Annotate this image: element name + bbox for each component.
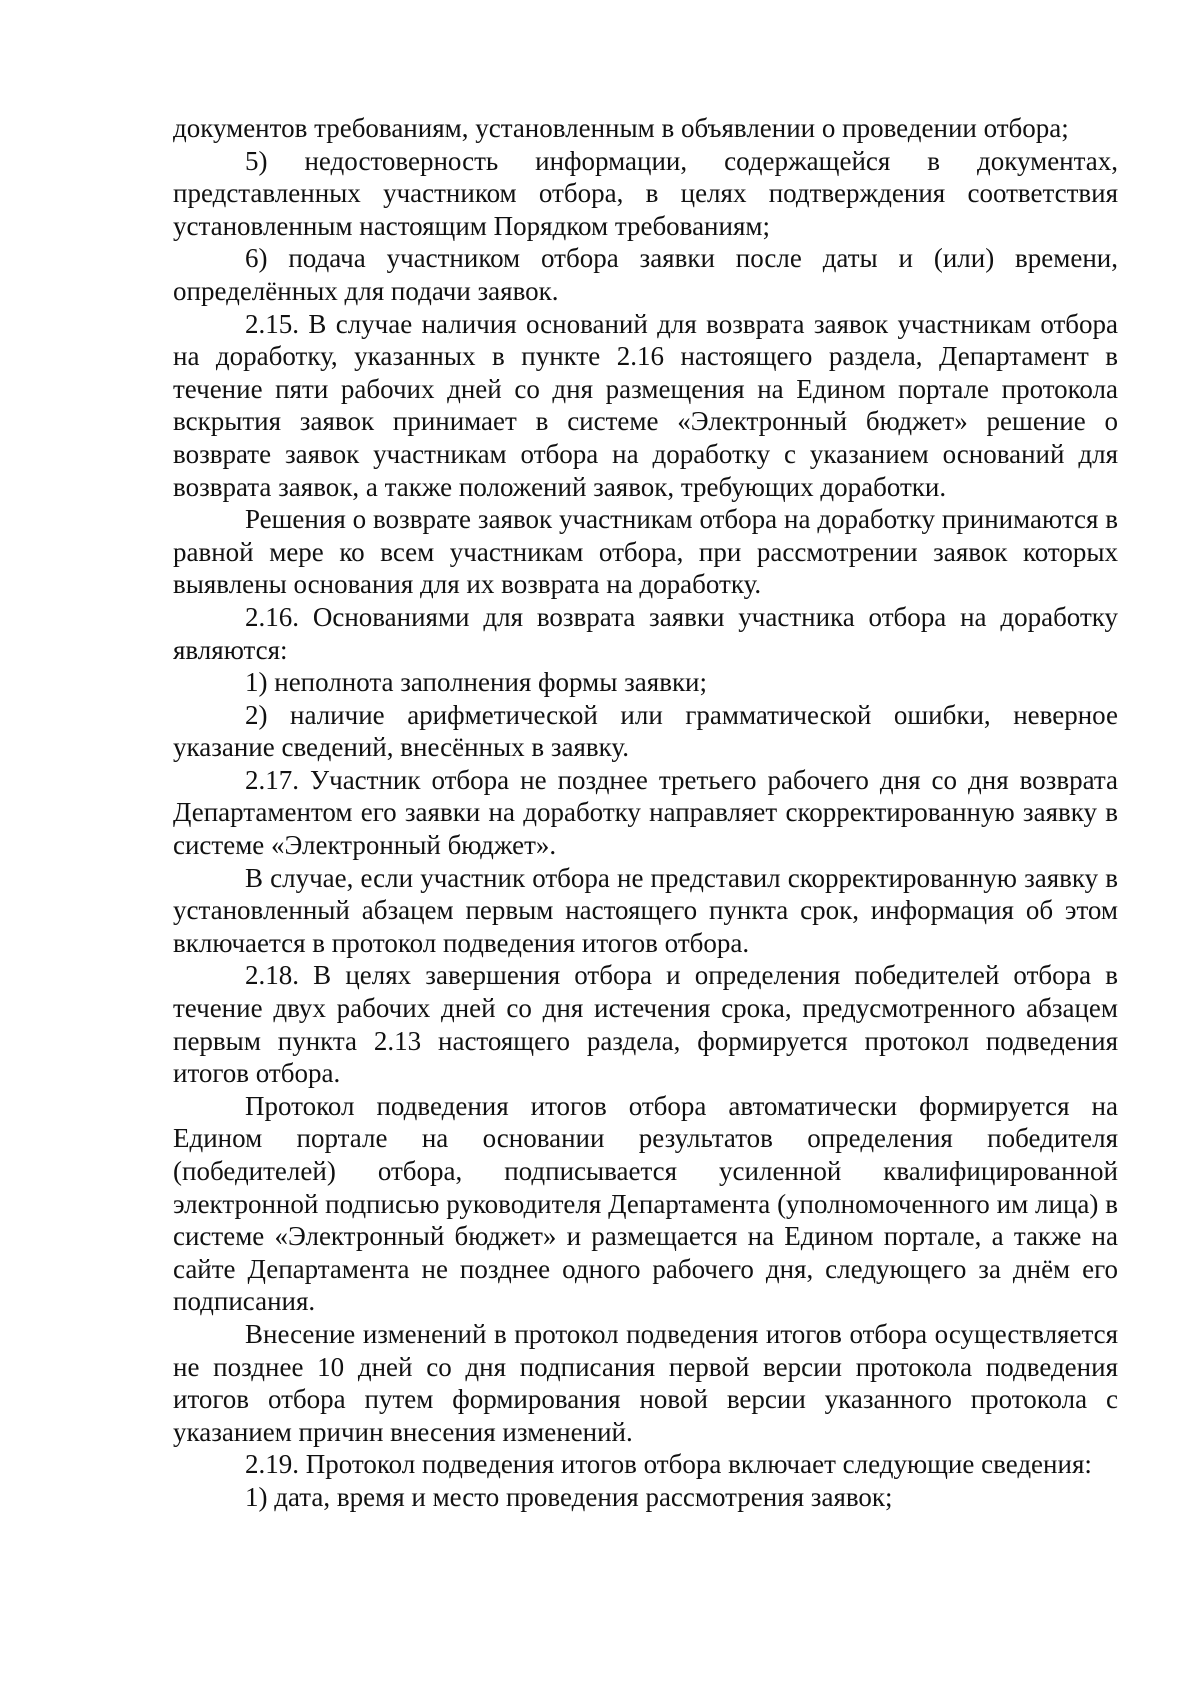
paragraph-item-6: 6) подача участником отбора заявки после даты и (или) времени, определённых для подачи заявок. [173, 243, 1118, 306]
paragraph-2-18-protocol: Протокол подведения итогов отбора автоматически формируется на Едином портале на основании результатов определения победителя (победителей) отбора, подписывается усиленной квалифицированной электронной подписью руководителя Департамента (уполномоченного им лица) в системе «Электронный бюджет» и размещается на Едином портале, а также на сайте Департамента не позднее одного рабочего дня, следующего за днём его подписания. [173, 1090, 1118, 1317]
paragraph-2-15-decisions: Решения о возврате заявок участникам отбора на доработку принимаются в равной мере ко всем участникам отбора, при рассмотрении заявок которых выявлены основания для их возврата на доработку. [173, 504, 1118, 600]
paragraph-2-18-changes: Внесение изменений в протокол подведения итогов отбора осуществляется не позднее 10 дней со дня подписания первой версии протокола подведения итогов отбора путем формирования новой версии указанного протокола с указанием причин внесения изменений. [173, 1318, 1118, 1447]
paragraph-2-17-case: В случае, если участник отбора не представил скорректированную заявку в установленный абзацем первым настоящего пункта срок, информация об этом включается в протокол подведения итогов отбора. [173, 862, 1118, 958]
paragraph-2-17: 2.17. Участник отбора не позднее третьего рабочего дня со дня возврата Департаментом его заявки на доработку направляет скорректированную заявку в системе «Электронный бюджет». [173, 764, 1118, 861]
paragraph-continuation: документов требованиям, установленным в объявлении о проведении отбора; [173, 113, 1069, 143]
paragraph-2-16-item-2: 2) наличие арифметической или грамматической ошибки, неверное указание сведений, внесённых в заявку. [173, 699, 1118, 763]
paragraph-2-16-item-1: 1) неполнота заполнения формы заявки; [245, 667, 708, 698]
paragraph-2-19-item-1: 1) дата, время и место проведения рассмотрения заявок; [245, 1481, 893, 1512]
paragraph-2-18: 2.18. В целях завершения отбора и определения победителей отбора в течение двух рабочих дней со дня истечения срока, предусмотренного абзацем первым пункта 2.13 настоящего раздела, формируется протокол подведения итогов отбора. [173, 960, 1118, 1089]
paragraph-2-16: 2.16. Основаниями для возврата заявки участника отбора на доработку являются: [173, 601, 1118, 665]
paragraph-item-5: 5) недостоверность информации, содержащейся в документах, представленных участником отбора, в целях подтверждения соответствия установленным настоящим Порядком требованиям; [173, 145, 1118, 241]
document-body [173, 112, 1118, 1514]
paragraph-2-19: 2.19. Протокол подведения итогов отбора включает следующие сведения: [245, 1449, 1092, 1480]
paragraph-2-15: 2.15. В случае наличия оснований для возврата заявок участникам отбора на доработку, указанных в пункте 2.16 настоящего раздела, Департамент в течение пяти рабочих дней со дня размещения на Едином портале протокола вскрытия заявок принимает в системе «Электронный бюджет» решение о возврате заявок участникам отбора на доработку с указанием оснований для возврата заявок, а также положений заявок, требующих доработки. [173, 308, 1118, 502]
